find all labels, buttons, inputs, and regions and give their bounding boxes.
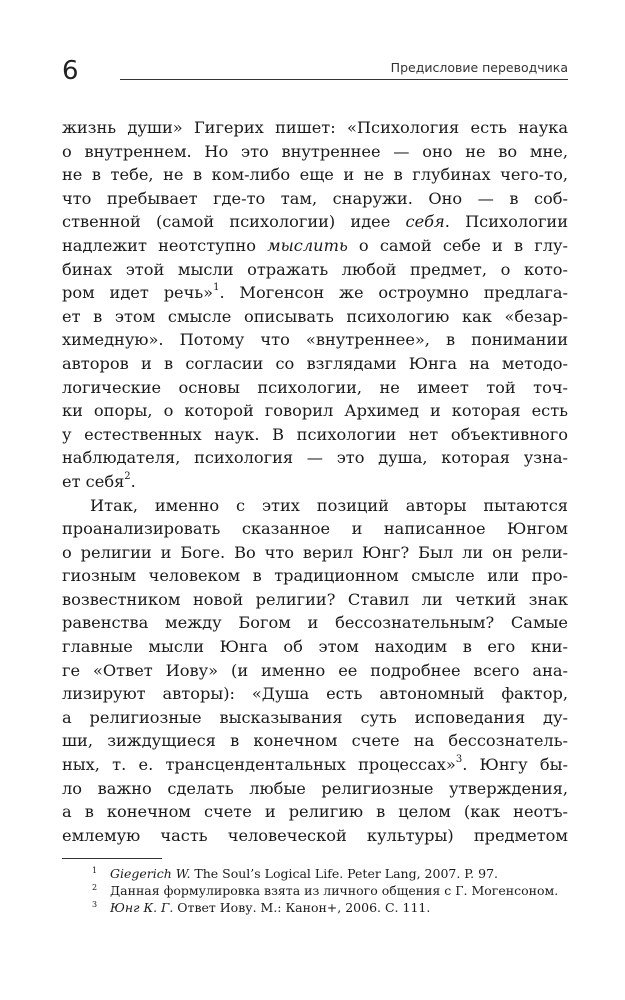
text-line — [62, 753, 568, 777]
text-run: . — [130, 471, 136, 491]
text-line — [62, 116, 568, 140]
text-run: о внутреннем. Но это внутреннее — оно не во мне, — [62, 141, 568, 161]
footnote-author: Giegerich W. — [110, 866, 191, 881]
text-line — [62, 494, 568, 518]
footnote-author: Юнг К. Г. — [110, 900, 174, 915]
text-run: ром идет речь» — [62, 283, 214, 303]
footnote-ref: 3 — [455, 754, 463, 766]
text-line — [62, 777, 568, 801]
text-run: проанализировать сказанное и написанное Юнгом — [62, 519, 568, 539]
text-line — [62, 706, 568, 730]
text-run: не в тебе, не в ком-либо еще и не в глубинах чего-то, — [62, 165, 568, 185]
text-line — [62, 328, 568, 352]
text-run: надлежит неотступно — [62, 235, 268, 255]
footnote-number: 1 — [92, 866, 98, 875]
text-run: ге «Ответ Иову» (и именно ее подробнее всего ана- — [62, 660, 568, 680]
text-run: ственной (самой психологии) идее — [62, 212, 406, 232]
footnote-text: The Soul’s Logical Life. Peter Lang, 2007. P. 97. — [190, 866, 499, 881]
text-run: бинах этой мысли отражать любой предмет, о кото- — [62, 259, 568, 279]
footnote-number: 3 — [92, 900, 98, 909]
text-line — [62, 824, 568, 848]
footnote-ref: 2 — [124, 470, 131, 482]
text-run: наблюдателя, психология — это душа, которая узна- — [62, 448, 568, 468]
text-line — [62, 423, 568, 447]
text-run: ет себя — [62, 471, 125, 491]
text-line — [62, 611, 568, 635]
text-line — [62, 163, 568, 187]
text-run: емлемую часть человеческой культуры) предметом — [62, 825, 568, 845]
emphasis: себя — [405, 212, 445, 232]
footnotes — [92, 865, 568, 916]
text-line — [62, 234, 568, 258]
header-rule — [120, 79, 568, 80]
text-run: а религиозные высказывания суть исповедания ду- — [62, 707, 568, 727]
text-run: о самой себе и в глу- — [347, 235, 568, 255]
text-line — [62, 376, 568, 400]
footnote — [92, 882, 568, 899]
text-line — [62, 659, 568, 683]
text-line — [62, 258, 568, 282]
text-run: равенства между Богом и бессознательным? Самые — [62, 613, 568, 633]
text-run: гиозным человеком в традиционном смысле или про- — [62, 566, 568, 586]
footnote-text: Данная формулировка взята из личного общения с Г. Могенсоном. — [110, 883, 559, 898]
text-run: ши, зиждущиеся в конечном счете на бессознатель- — [62, 731, 568, 751]
text-line — [62, 187, 568, 211]
text-run: . Юнгу бы- — [462, 755, 568, 775]
text-line — [62, 281, 568, 305]
text-run: лизируют авторы): «Душа есть автономный фактор, — [62, 684, 568, 704]
footnote-number: 2 — [92, 883, 98, 892]
text-line — [62, 305, 568, 329]
text-line — [62, 352, 568, 376]
text-run: у естественных наук. В психологии нет объективного — [62, 424, 568, 444]
footnote-text: Ответ Иову. М.: Канон+, 2006. С. 111. — [173, 900, 431, 915]
text-run: главные мысли Юнга об этом находим в его кни- — [62, 637, 568, 657]
text-line — [62, 210, 568, 234]
text-run: о религии и Боге. Во что верил Юнг? Был ли он рели- — [62, 542, 568, 562]
text-run: а в конечном счете и религию в целом (как неотъ- — [62, 802, 568, 822]
text-line — [62, 399, 568, 423]
text-run: ных, т. е. трансцендентальных процессах» — [62, 755, 456, 775]
text-line — [62, 446, 568, 470]
text-run: что пребывает где-то там, снаружи. Оно — в соб- — [62, 188, 568, 208]
footnote — [92, 865, 568, 882]
text-line — [62, 588, 568, 612]
text-line — [62, 635, 568, 659]
text-run: ло важно сделать любые религиозные утверждения, — [62, 778, 568, 798]
footnote-ref: 1 — [213, 282, 220, 294]
page-number: 6 — [62, 56, 79, 86]
text-line — [62, 140, 568, 164]
footnote-rule — [62, 858, 162, 859]
text-run: . Могенсон же остроумно предлага- — [219, 283, 568, 303]
text-run: . Психологии — [444, 212, 568, 232]
text-run: ки опоры, о которой говорил Архимед и которая есть — [62, 401, 568, 421]
body-text — [62, 116, 568, 847]
text-run: логические основы психологии, не имеет той точ- — [62, 377, 568, 397]
text-run: химедную». Потому что «внутреннее», в понимании — [62, 330, 568, 350]
page-header — [62, 56, 568, 86]
text-run: возвестником новой религии? Ставил ли четкий знак — [62, 589, 568, 609]
text-line — [62, 729, 568, 753]
emphasis: мыслить — [267, 235, 348, 255]
text-line — [62, 800, 568, 824]
text-run: авторов и в согласии со взглядами Юнга на методо- — [62, 353, 568, 373]
running-title: Предисловие переводчика — [385, 60, 568, 75]
text-run: Итак, именно с этих позиций авторы пытаются — [90, 495, 568, 515]
text-run: жизнь души» Гигерих пишет: «Психология есть наука — [62, 118, 568, 137]
footnote — [92, 899, 568, 916]
text-line — [62, 517, 568, 541]
text-line — [62, 564, 568, 588]
text-line — [62, 541, 568, 565]
text-line — [62, 470, 568, 494]
text-run: ет в этом смысле описывать психологию как «безар- — [62, 306, 568, 326]
text-line — [62, 682, 568, 706]
